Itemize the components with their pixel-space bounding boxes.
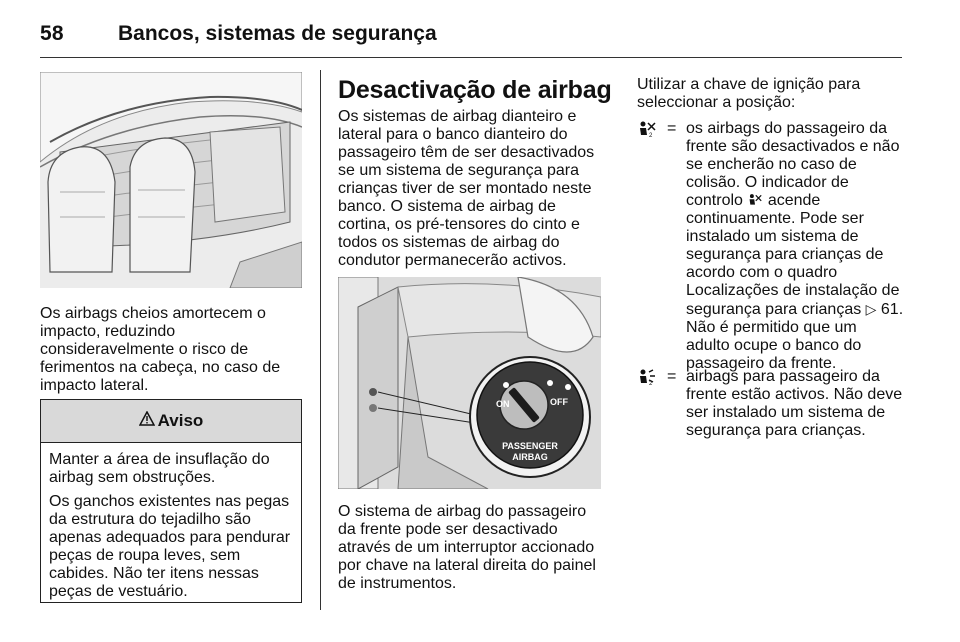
definition-text: airbags para passageiro da frente estão activos. Não deve ser instalado um sistema de segurança para crianças. xyxy=(686,368,903,439)
page-header xyxy=(40,10,902,58)
header-rule xyxy=(40,57,902,58)
switch-off-label: OFF xyxy=(550,397,568,407)
switch-passenger-label: PASSENGER xyxy=(502,441,558,451)
definition-row-off xyxy=(637,120,904,372)
intro-text: Utilizar a chave de ignição para seleccionar a posição: xyxy=(637,76,861,111)
definition-text xyxy=(686,120,904,373)
cross-reference-arrow-icon: ▷ xyxy=(865,301,877,317)
figure-caption xyxy=(338,503,604,593)
airbag-switch-figure xyxy=(338,277,601,489)
definition-row-on xyxy=(637,368,903,448)
column-divider xyxy=(320,70,321,610)
switch-airbag-label: AIRBAG xyxy=(512,452,548,462)
page-reference: 61 xyxy=(880,301,899,318)
definition-text-part: acende continuamente. Pode ser instalado um sistema de segurança para crianças de acordo com o quadro Localizações de instalação de segurança para crianças xyxy=(686,192,900,318)
section-heading: Desactivação de airbag xyxy=(338,76,612,104)
figure-caption xyxy=(40,305,302,395)
airbag-off-indicator-icon xyxy=(747,193,763,207)
airbag-on-icon xyxy=(637,368,657,386)
warning-paragraph: Os ganchos existentes nas pegas da estrutura do tejadilho são apenas adequados para pendurar peças de roupa leves, sem cabides. Não ter itens nessas peças de vestuário. xyxy=(49,493,291,600)
caption-text: O sistema de airbag do passageiro da frente pode ser desactivado através de um interruptor accionado por chave na lateral direita do painel de instrumentos. xyxy=(338,503,596,592)
warning-triangle-icon xyxy=(139,411,155,431)
paragraph-text: Os sistemas de airbag dianteiro e lateral para o banco dianteiro do passageiro têm de ser desactivados se um sistema de segurança para crianças tiver de ser montado neste banco. O sistema de airbag de cortina, os pré-tensores do cinto e todos os sistemas de airbag do condutor permanecerão activos. xyxy=(338,108,595,269)
warning-title: Aviso xyxy=(157,411,204,430)
warning-header xyxy=(41,400,301,443)
warning-paragraph: Manter a área de insuflação do airbag sem obstruções. xyxy=(49,451,270,486)
svg-text:2: 2 xyxy=(649,133,653,138)
curtain-airbag-figure xyxy=(40,72,302,288)
page-number: 58 xyxy=(40,22,64,45)
definition-equals: = xyxy=(667,120,677,137)
section-paragraph xyxy=(338,108,602,270)
definition-text-part: os airbags do passageiro da frente são desactivados e não se encherão no caso de colisão. O indicador de controlo xyxy=(686,120,900,209)
switch-on-label: ON xyxy=(496,399,510,409)
definition-equals: = xyxy=(667,368,677,385)
definition-text-part: . Não é permitido que um adulto ocupe o banco do passageiro da frente. xyxy=(686,301,904,372)
warning-box xyxy=(40,399,302,603)
caption-text: Os airbags cheios amortecem o impacto, reduzindo consideravelmente o risco de ferimentos na cabeça, no caso de impacto lateral. xyxy=(40,305,281,394)
airbag-off-icon xyxy=(637,120,657,138)
svg-text:2: 2 xyxy=(649,381,653,386)
instruction-intro xyxy=(637,76,902,112)
section-title: Bancos, sistemas de segurança xyxy=(118,22,437,45)
warning-body xyxy=(41,443,301,601)
